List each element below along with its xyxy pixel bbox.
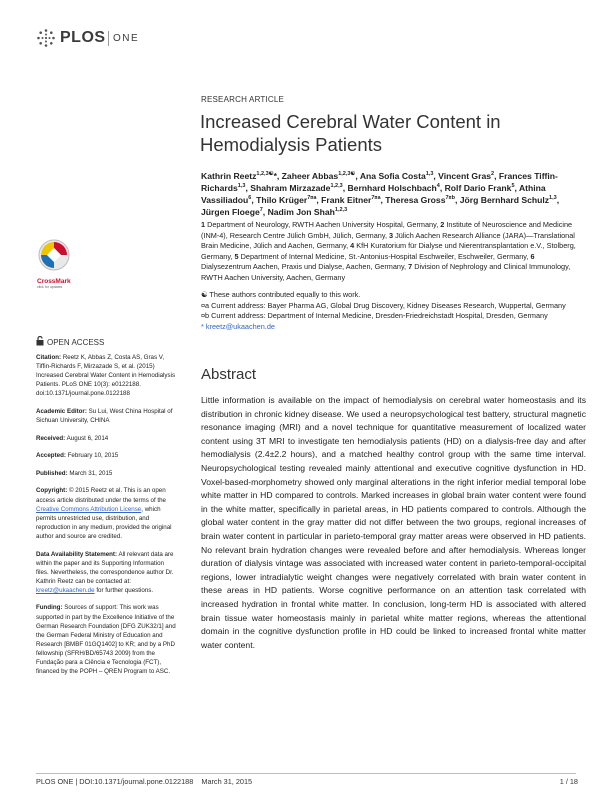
published-text: March 31, 2015 [69,469,113,477]
academic-editor [36,407,178,425]
accepted-label: Accepted: [36,452,66,460]
current-address-b: ¤b Current address: Department of Internal Medicine, Dresden-Friedreichstadt Hospital, Dresden, Germany [201,311,548,320]
affiliation-number: 3 [389,230,394,240]
funding [36,603,178,676]
received-label: Received: [36,434,66,442]
crossmark-label: CrossMark [37,278,71,285]
published-date [36,469,178,478]
abstract-heading: Abstract [201,366,257,383]
accepted-text: February 10, 2015 [67,452,119,460]
journal-suffix: ONE [113,33,140,44]
affiliation-item: 5 Department of Internal Medicine, St.-Antonius-Hospital Eschweiler, Eschweiler, Germany, [234,251,531,261]
citation [36,353,178,398]
article-type: RESEARCH ARTICLE [201,95,285,104]
affiliation-number: 4 [350,241,355,250]
footer-citation: PLOS ONE | DOI:10.1371/journal.pone.0122188 March 31, 2015 [36,777,253,786]
affiliation-item: 6 Dialysezentrum Aachen, Praxis und Dialyse, Aachen, Germany, [201,251,535,271]
open-access-badge [36,336,104,347]
editor-text: Su Lui, West China Hospital of Sichuan University, CHINA [36,407,173,425]
affiliation-number: 1 [201,220,206,229]
received-text: August 6, 2014 [66,434,109,442]
data-email-link[interactable]: kreetz@ukaachen.de [36,586,95,594]
data-label: Data Availability Statement: [36,550,118,558]
data-availability [36,550,178,595]
article-info-sidebar [36,353,178,685]
article-title: Increased Cerebral Water Content in Hemodialysis Patients [200,111,501,155]
affiliation-item: 1 Department of Neurology, RWTH Aachen University Hospital, Germany, [201,220,441,229]
data-text-2: for further questions. [96,586,154,594]
affiliation-number: 6 [530,251,535,261]
received-date [36,434,178,443]
current-address-a: ¤a Current address: Bayer Pharma AG, Global Drug Discovery, Kidney Diseases Research, Wuppertal, Germany [201,300,566,310]
equal-contribution-note: ☯ These authors contributed equally to this work. [201,290,361,299]
journal-logo[interactable] [36,28,176,50]
logo-divider [108,31,109,46]
affiliation-number: 2 [440,220,445,229]
abstract-text: Little information is available on the impact of hemodialysis on cerebral water homeostasis and its distribution in chronic kidney disease. We used a neuropsychological test battery, structural magnetic resonance imaging (MRI) and a novel technique for quantitative measurement of localized water content using 3T MRI to investigate ten hemodialysis patients (HD) on a dialysis-free day and after hemodialysis (2.4±2.2 hours), and a matched healthy control group with the same time interval. Neuropsychological testing revealed mainly attentional and executive cognitive dysfunction in HD. Voxel-based-morphometry showed only marginal alterations in the right inferior medial temporal lobe white matter in HD compared to controls. Marked increases in global brain water content were found in the white matter, specifically in parietal areas, in HD patients compared to controls. Although the global water content in the gray matter did not differ between the two groups, regional increases of brain water content in particular in parieto-temporal gray matter areas were observed in HD patients. No relevant brain hydration changes were revealed before and after hemodialysis. Whereas longer duration of dialysis vintage was associated with increased water content in parieto-temporal-occipital regions, lower intradialytic weight changes were negatively correlated with brain water content in these areas in HD patients. Worse cognitive performance on an attention task correlated with increased hydration in frontal white matter. In conclusion, long-term HD is associated with altered brain tissue water homeostasis mainly in parietal white matter regions, whereas the attentional domain in the cognitive dysfunction profile in HD could be linked to increased frontal white matter water content. [201,395,586,650]
funding-label: Funding: [36,604,63,612]
page-number: 1 / 18 [559,777,578,786]
crossmark-icon [37,239,71,275]
published-label: Published: [36,469,68,477]
crossmark-sublabel: click for updates [37,285,63,289]
copyright-text-2: , which permits unrestricted use, distribution, and reproduction in any medium, provided the original author and source are credited. [36,505,172,540]
affiliation-number: 5 [234,251,239,261]
affiliation-item: 3 Jülich Aachen Research Alliance (JARA)—Translational Brain Medicine, Jülich and Aachen, Germany, [201,230,575,250]
license-link[interactable]: Creative Commons Attribution License [36,505,142,513]
plos-dots-icon [36,28,56,48]
affiliation-number: 7 [408,262,413,271]
accepted-date [36,451,178,460]
affiliations [201,220,581,283]
corresponding-email-link[interactable]: kreetz@ukaachen.de [205,321,275,331]
data-text-1: All relevant data are within the paper and its Supporting Information files. Nevertheless, the correspondence author Dr. Kathrin Reetz can be contacted at: [36,550,174,585]
affiliation-item: 7 Division of Nephrology and Clinical Immunology, RWTH Aachen University, Aachen, Germany [201,262,571,282]
journal-name: PLOS [60,29,106,46]
funding-text: Sources of support: This work was supported in part by the Excellence Initiative of the German Research Foundation [DFG ZUK32/1] and the German Federal Ministry of Education and Research [BMBF 01GQ1402] to KR; and by a PhD fellowship (SFRH/BD/65743 2009) from the Fundação para a Ciência e Tecnologia (FCT), financed by the POPH – QREN Program to ASC. [36,604,176,676]
corresponding-author [201,322,581,333]
affiliation-item: 2 Institute of Neuroscience and Medicine (INM-4), Research Centre Jülich GmbH, Jülich, Germany, [201,220,573,240]
crossmark-badge[interactable] [37,239,71,289]
citation-label: Citation: [36,354,62,361]
copyright [36,486,178,541]
copyright-text-1: © 2015 Reetz et al. This is an open access article distributed under the terms of the [36,487,167,504]
open-access-label: OPEN ACCESS [47,338,105,347]
copyright-label: Copyright: [36,487,68,495]
unlock-icon [36,336,44,346]
footer-divider [36,773,576,774]
citation-text: Reetz K, Abbas Z, Costa AS, Gras V, Tiffin-Richards F, Mirzazade S, et al. (2015) Increased Cerebral Water Content in Hemodialysis Patients. PLoS ONE 10(3): e0122188. doi:10.1371/journal.pone.0122188 [36,354,176,398]
author-list: Kathrin Reetz$^{1,2,3☯}$*, Zaheer Abbas$^{1,2,3☯}$, Ana Sofia Costa$^{1,3}$, Vincent Gras$^2$, Frances Tiffin-Richards$^{1,3}$, Shahram Mirzazade$^{1,2,3}$, Bernhard Holschbach$^4$, Rolf Dario Frank$^5$, Athina Vassiliadou$^6$, Thilo Krüger$^{7¤a}$, Frank Eitner$^{7¤a}$, Theresa Gross$^{7¤b}$, Jörg Bernhard Schulz$^{1,3}$, Jürgen Floege$^7$, Nadim Jon Shah$^{1,2,3}$ [201,171,560,217]
affiliation-item: 4 KfH Kuratorium für Dialyse und Nierentransplantation e.V., Stolberg, Germany, [201,241,576,261]
author-notes [201,290,581,332]
corresponding-marker: * [201,321,206,331]
editor-label: Academic Editor: [36,407,87,415]
